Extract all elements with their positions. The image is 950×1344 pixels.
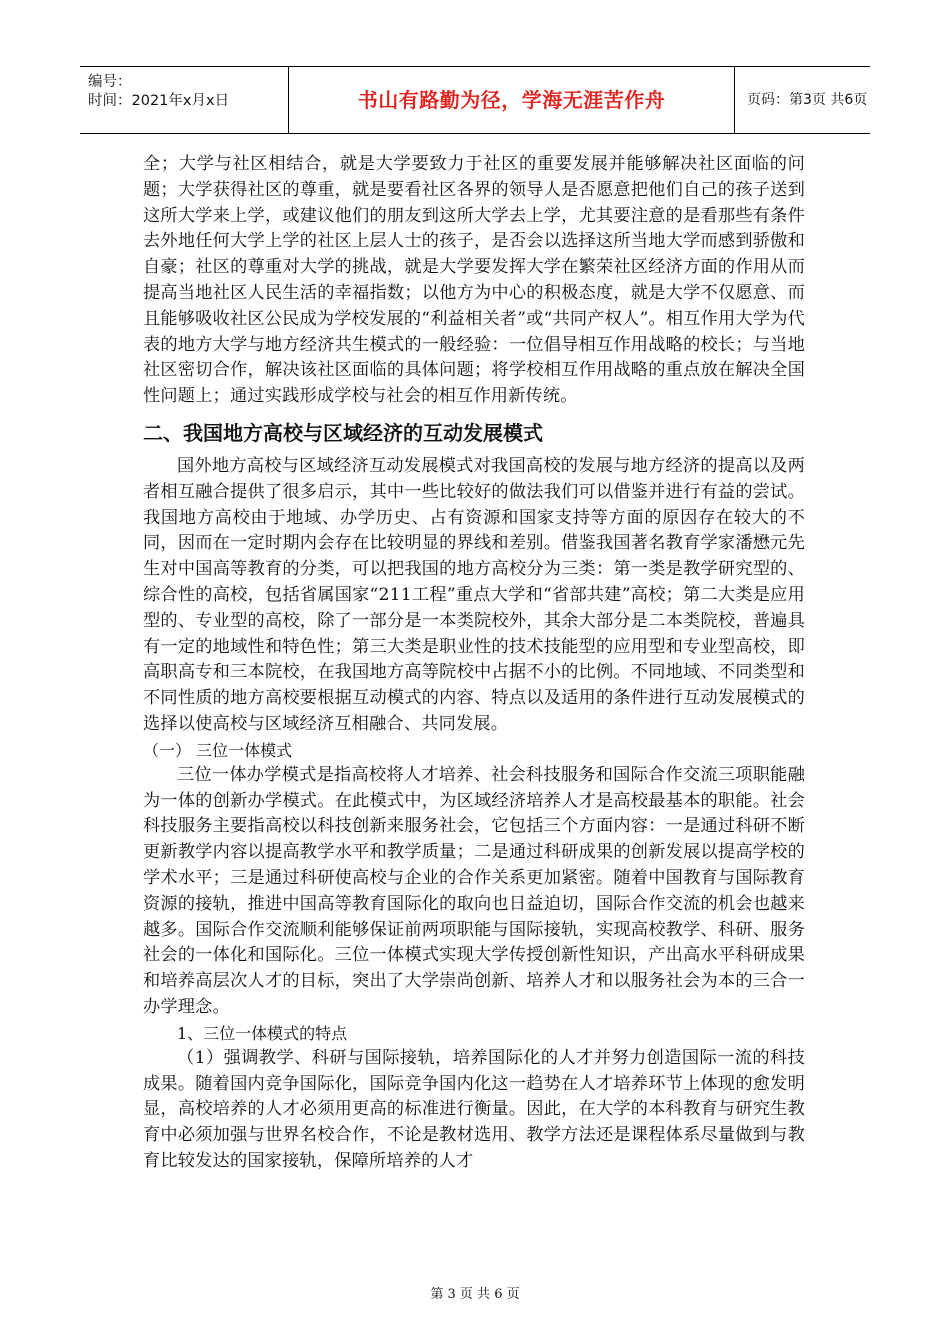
header-page-info: 页码：第3页 共6页 (747, 92, 868, 108)
paragraph-1: 全；大学与社区相结合，就是大学要致力于社区的重要发展并能够解决社区面临的问题；大学获得社区的尊重，就是要看社区各界的领导人是否愿意把他们自己的孩子送到这所大学来上学，或建议他们的朋友到这所大学去上学，尤其要注意的是看那些有条件去外地任何大学上学的社区上层人士的孩子，是否会以选择这所当地大学而感到骄傲和自豪；社区的尊重对大学的挑战，就是大学要发挥大学在繁荣社区经济方面的作用从而提高当地社区人民生活的幸福指数；以他方为中心的积极态度，就是大学不仅愿意、而且能够吸收社区公民成为学校发展的“利益相关者”或“共同产权人”。相互作用大学为代表的地方大学与地方经济共生模式的一般经验：一位倡导相互作用战略的校长；与当地社区密切合作，解决该社区面临的具体问题；将学校相互作用战略的重点放在解决全国性问题上；通过实践形成学校与社会的相互作用新传统。 (143, 154, 805, 407)
page-header (80, 66, 870, 134)
paragraph-4: （1）强调教学、科研与国际接轨，培养国际化的人才并努力创造国际一流的科技成果。随着国内竞争国际化，国际竞争国内化这一趋势在人才培养环节上体现的愈发明显，高校培养的人才必须用更高的标准进行衡量。因此，在大学的本科教育与研究生教育中必须加强与世界名校合作，不论是教材选用、教学方法还是课程体系尽量做到与教育比较发达的国家接轨，保障所培养的人才 (143, 1047, 805, 1171)
subheading-one: （一） 三位一体模式 (143, 740, 293, 760)
section-heading-2: 二、我国地方高校与区域经济的互动发展模式 (143, 420, 543, 445)
header-meta (80, 67, 289, 133)
page-footer: 第 3 页 共 6 页 (430, 1287, 520, 1302)
document-number-label: 编号： (88, 74, 132, 90)
paragraph-3: 三位一体办学模式是指高校将人才培养、社会科技服务和国际合作交流三项职能融为一体的创新办学模式。在此模式中，为区域经济培养人才是高校最基本的职能。社会科技服务主要指高校以科技创新来服务社会，它包括三个方面内容：一是通过科研不断更新教学内容以提高教学水平和教学质量；二是通过科研成果的创新发展以提高学校的学术水平；三是通过科研使高校与企业的合作关系更加紧密。随着中国教育与国际教育资源的接轨，推进中国高等教育国际化的取向也日益迫切，国际合作交流的机会也越来越多。国际合作交流顺利能够保证前两项职能与国际接轨，实现高校教学、科研、服务社会的一体化和国际化。三位一体模式实现大学传授创新性知识，产出高水平科研成果和培养高层次人才的目标，突出了大学崇尚创新、培养人才和以服务社会为本的三合一办学理念。 (143, 764, 805, 1017)
document-time-label: 时间：2021年x月x日 (88, 93, 230, 109)
header-motto: 书山有路勤为径，学海无涯苦作舟 (289, 67, 735, 133)
document-body (143, 152, 805, 1175)
subheading-features: 1、三位一体模式的特点 (177, 1023, 348, 1043)
paragraph-2: 国外地方高校与区域经济互动发展模式对我国高校的发展与地方经济的提高以及两者相互融合提供了很多启示，其中一些比较好的做法我们可以借鉴并进行有益的尝试。我国地方高校由于地域、办学历史、占有资源和国家支持等方面的原因存在较大的不同，因而在一定时期内会存在比较明显的界线和差别。借鉴我国著名教育学家潘懋元先生对中国高等教育的分类，可以把我国的地方高校分为三类：第一类是教学研究型的、综合性的高校，包括省属国家“211工程”重点大学和“省部共建”高校；第二大类是应用型的、专业型的高校，除了一部分是一本类院校外，其余大部分是二本类院校，普遍具有一定的地域性和特色性；第三大类是职业性的技术技能型的应用型和专业型高校，即高职高专和三本院校，在我国地方高等院校中占据不小的比例。不同地域、不同类型和不同性质的地方高校要根据互动模式的内容、特点以及适用的条件进行互动发展模式的选择以使高校与区域经济互相融合、共同发展。 (143, 455, 805, 734)
